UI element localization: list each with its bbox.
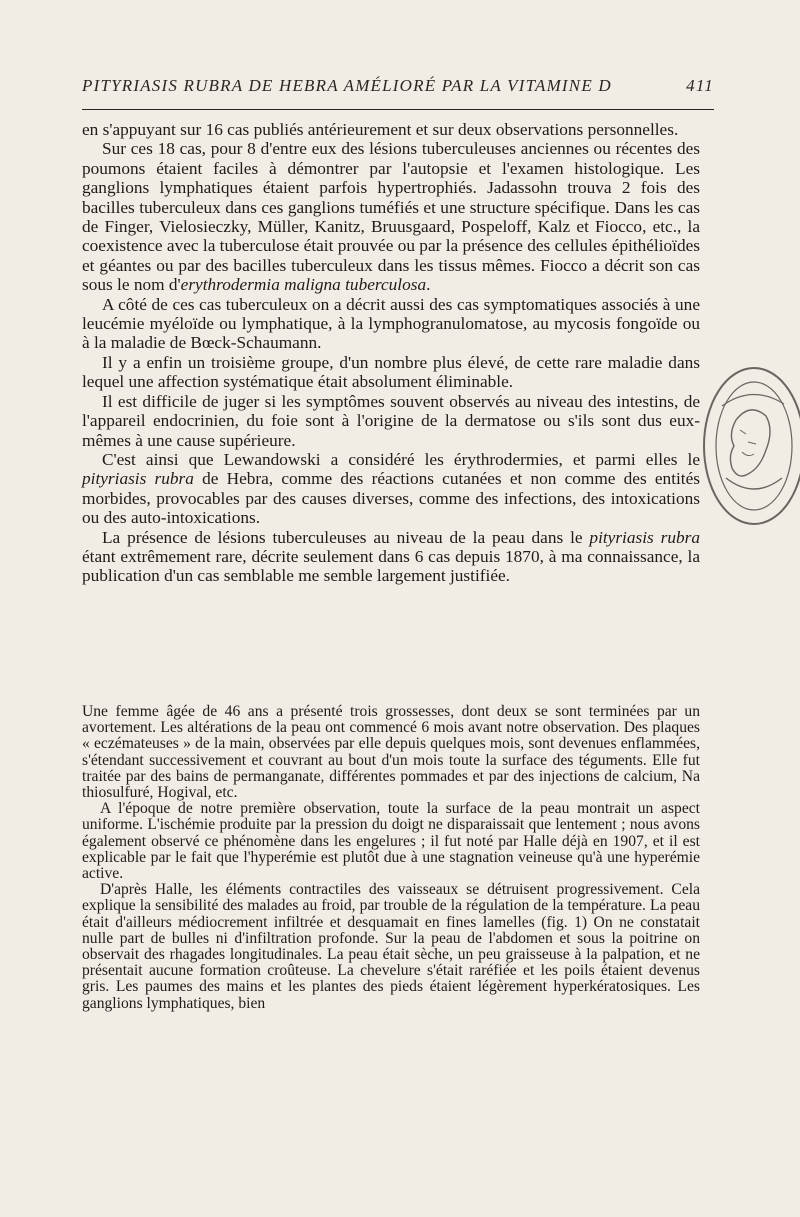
library-stamp bbox=[696, 360, 800, 530]
observation-paragraph-3: D'après Halle, les éléments contractiles des vaisseaux se détruisent progressivement. Cela explique la sensibilité des malades au froid, par trouble de la régulation de la température. La peau était d'ailleurs médiocrement infiltrée et desquamait en fines lamelles (fig. 1) On ne constatait nulle part de bulles ni d'infiltration profonde. Sur la peau de l'abdomen et sous la poitrine on observait des rhagades longitudinales. La peau était sèche, un peu graisseuse à la palpation, et ne présentait aucune formation croûteuse. La chevelure s'était raréfiée et les poils étaient devenus gris. Les paumes des mains et les plantes des pieds étaient légèrement hyperkératosiques. Les ganglions lymphatiques, bien bbox=[82, 881, 700, 1012]
header-rule bbox=[82, 109, 714, 110]
observation-paragraph-1: Une femme âgée de 46 ans a présenté trois grossesses, dont deux se sont terminées par un avortement. Les altérations de la peau ont commencé 6 mois avant notre observation. Des plaques « eczémateuses » de la main, observées par elle depuis quelques mois, sont devenues enflammées, s'étendant successivement et couvrant au bout d'un mois toute la surface des téguments. Elle fut traitée par des bains de permanganate, différentes pommades et par des injections de calcium, Na thiosulfuré, Hogival, etc. bbox=[82, 703, 700, 802]
main-text bbox=[82, 120, 700, 586]
stamp-inner-ring bbox=[716, 382, 792, 510]
running-head-title: PITYRIASIS RUBRA DE HEBRA AMÉLIORÉ PAR LA VITAMINE D bbox=[82, 76, 612, 95]
case-observation bbox=[82, 704, 700, 1012]
paragraph-tuberculous-cases: Sur ces 18 cas, pour 8 d'entre eux des lésions tuberculeuses anciennes ou récentes des poumons étaient faciles à démontrer par l'autopsie et l'examen histologique. Les ganglions lymphatiques étaient parfois hypertrophiés. Jadassohn trouva 2 fois des bacilles tuberculeux dans ces ganglions tuméfiés et une structure spécifique. Dans les cas de Finger, Vielosieczky, Müller, Kanitz, Bruusgaard, Pospeloff, Kalz et Fiocco, etc., la coexistence avec la tuberculose était prouvée ou par la présence des cellules épithélioïdes et géantes ou par des bacilles tuberculeux dans les tissus mêmes. Fiocco a décrit son cas sous le nom d'erythrodermia maligna tuberculosa. bbox=[82, 139, 701, 295]
italic-term: erythrodermia maligna tuberculosa bbox=[180, 275, 427, 295]
paragraph-difficulty: Il est difficile de juger si les symptômes souvent observés au niveau des intestins, de l'appareil endocrinien, du foie sont à l'origine de la dermatose ou s'ils sont dus eux-mêmes à une cause supérieure. bbox=[82, 391, 700, 450]
italic-term: pityriasis rubra bbox=[82, 469, 194, 489]
paragraph-lewandowski: C'est ainsi que Lewandowski a considéré les érythrodermies, et parmi elles le pityriasis rubra de Hebra, comme des réactions cutanées et non comme des entités morbides, provocables par des causes diverses, comme des infections, des intoxications ou des auto-intoxications. bbox=[82, 449, 700, 528]
paragraph-justification: La présence de lésions tuberculeuses au niveau de la peau dans le pityriasis rubra étant extrêmement rare, décrite seulement dans 6 cas depuis 1870, à ma connaissance, la publication d'un cas semblable me semble largement justifiée. bbox=[82, 527, 700, 586]
page-number: 411 bbox=[686, 76, 714, 95]
italic-term: pityriasis rubra bbox=[589, 527, 700, 547]
paragraph-third-group: Il y a enfin un troisième groupe, d'un nombre plus élevé, de cette rare maladie dans lequel une affection systématique était absolument éliminable. bbox=[82, 352, 700, 392]
paragraph-symptomatic-cases: A côté de ces cas tuberculeux on a décrit aussi des cas symptomatiques associés à une leucémie myéloïde ou lymphatique, à la lymphogranulomatose, au mycosis fongoïde ou à la maladie de Bœck-Schaumann. bbox=[82, 294, 700, 353]
paragraph-continuation: en s'appuyant sur 16 cas publiés antérieurement et sur deux observations personnelles. bbox=[82, 120, 679, 139]
observation-paragraph-2: A l'époque de notre première observation, toute la surface de la peau montrait un aspect uniforme. L'ischémie produite par la pression du doigt ne disparaissait que lentement ; nous avons également observé ce phénomène dans les engelures ; il fut noté par Halle déjà en 1907, et il est explicable par le fait que l'hyperémie est plutôt due à une stagnation veineuse qu'à une hyperémie active. bbox=[82, 800, 700, 883]
running-head bbox=[82, 76, 714, 96]
stamp-outer-ring bbox=[704, 368, 800, 524]
